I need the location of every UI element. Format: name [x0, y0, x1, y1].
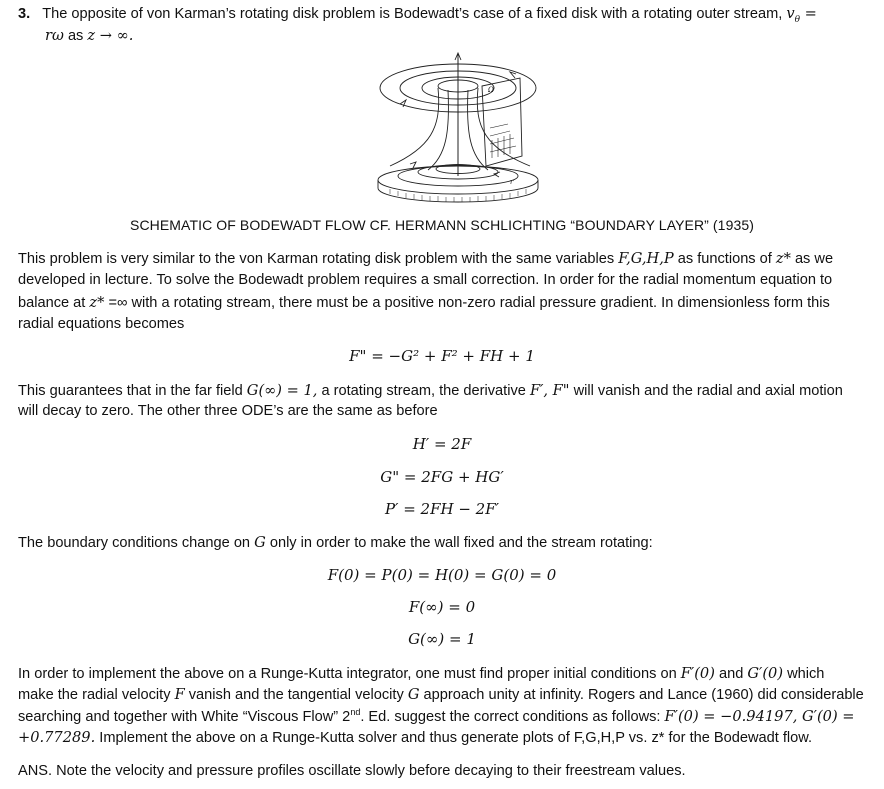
figure-caption: SCHEMATIC OF BODEWADT FLOW CF. HERMANN SCHLICHTING “BOUNDARY LAYER” (1935) [130, 217, 754, 233]
flow-arrow [410, 162, 416, 168]
problem-statement-line-2 [45, 25, 133, 48]
fixed-disk-side [378, 180, 538, 202]
bc-f-infinity: F(∞) = 0 [408, 598, 476, 616]
para1-line-3 [18, 292, 830, 315]
limit-expression: z → ∞. [87, 27, 134, 44]
para3-text: only in order to make the wall fixed and the stream rotating: [265, 535, 653, 551]
f-symbol: F [174, 686, 185, 703]
para4-text: approach unity at infinity. Rogers and Lance (1960) did considerable [419, 687, 864, 703]
para4-text: vanish and the tangential velocity [184, 687, 408, 703]
para4-text: and [714, 666, 748, 682]
flow-arrow [510, 72, 516, 78]
problem-number: 3. [18, 6, 31, 22]
para1-text: This problem is very similar to the von Karman rotating disk problem with the same variables [18, 251, 619, 267]
z-star: z* [89, 294, 105, 311]
para2-text: will vanish and the radial and axial motion [569, 383, 843, 399]
g-prime-0: G′(0) [747, 665, 784, 682]
equals-sign: = [800, 5, 817, 22]
g-symbol: G [254, 534, 266, 551]
bodewadt-flow-schematic [370, 48, 550, 204]
ode-h-equation: H′ = 2F [412, 435, 472, 453]
g-symbol: G [407, 686, 420, 703]
omega-label: Ω [488, 86, 494, 94]
para4-text: searching and together with White “Viscous Flow” 2 [18, 709, 351, 725]
ode-g-equation: G" = 2FG + HG′ [380, 468, 504, 486]
r-label: r [510, 178, 514, 186]
para2-line-2: will decay to zero. The other three ODE’s are the same as before [18, 403, 438, 419]
para1-text: =∞ with a rotating stream, there must be a positive non-zero radial pressure gradient. In dimensionless form this [104, 295, 830, 311]
problem-statement-line-1 [18, 3, 817, 26]
para1-line-4: radial equations becomes [18, 316, 185, 332]
ode-p-equation: P′ = 2FH − 2F′ [384, 500, 500, 518]
para3-text: The boundary conditions change on [18, 535, 255, 551]
para1-line-1 [18, 248, 833, 271]
flow-arrow [494, 172, 500, 177]
funnel-left-curve [390, 88, 439, 166]
para1-text: balance at [18, 295, 90, 311]
derivatives-f: F′, F" [529, 382, 570, 399]
para4-text: which [783, 666, 825, 682]
v-theta-symbol: v [786, 5, 795, 22]
answer-line: ANS. Note the velocity and pressure profiles oscillate slowly before decaying to their freestream values. [18, 763, 686, 779]
z-star: z* [775, 250, 791, 267]
velocity-profile-arrows [490, 124, 516, 158]
para4-line-2 [18, 684, 864, 707]
para4-text: make the radial velocity [18, 687, 175, 703]
para1-line-2: developed in lecture. To solve the Bodewadt problem requires a small correction. In order for the radial momentum equation to [18, 272, 833, 288]
para4-text: In order to implement the above on a Runge-Kutta integrator, one must find proper initial conditions on [18, 666, 681, 682]
para4-line-3 [18, 706, 855, 729]
para2-text: This guarantees that in the far field [18, 383, 247, 399]
superscript-nd: nd [350, 707, 361, 718]
theta-subscript: θ [794, 14, 801, 25]
para2-line-1 [18, 380, 843, 403]
bc-wall-equation: F(0) = P(0) = H(0) = G(0) = 0 [327, 566, 557, 584]
para1-text: as functions of [673, 251, 776, 267]
para4-text: . Ed. suggest the correct conditions as follows: [360, 709, 665, 725]
variables-fghp: F,G,H,P [618, 250, 674, 267]
para4-line-4 [18, 727, 812, 750]
para2-text: a rotating stream, the derivative [317, 383, 530, 399]
radial-equation: F" = −G² + F² + FH + 1 [349, 347, 535, 365]
bc-g-infinity: G(∞) = 1 [408, 630, 476, 648]
far-field-condition: G(∞) = 1, [246, 382, 318, 399]
r-omega-symbol: rω [45, 27, 64, 44]
para1-text: as we [790, 251, 834, 267]
as-text: as [63, 28, 88, 44]
f-prime-0: F′(0) [680, 665, 715, 682]
g-prime-value: +0.77289. [18, 729, 96, 746]
initial-conditions: F′(0) = −0.94197, G′(0) = [664, 708, 855, 725]
para3-line [18, 532, 653, 555]
para4-line-1 [18, 663, 824, 686]
problem-intro-text: The opposite of von Karman’s rotating disk problem is Bodewadt’s case of a fixed disk with a rotating outer stream, [42, 6, 787, 22]
para4-text: Implement the above on a Runge-Kutta solver and thus generate plots of F,G,H,P vs. z* for the Bodewadt flow. [95, 730, 813, 746]
